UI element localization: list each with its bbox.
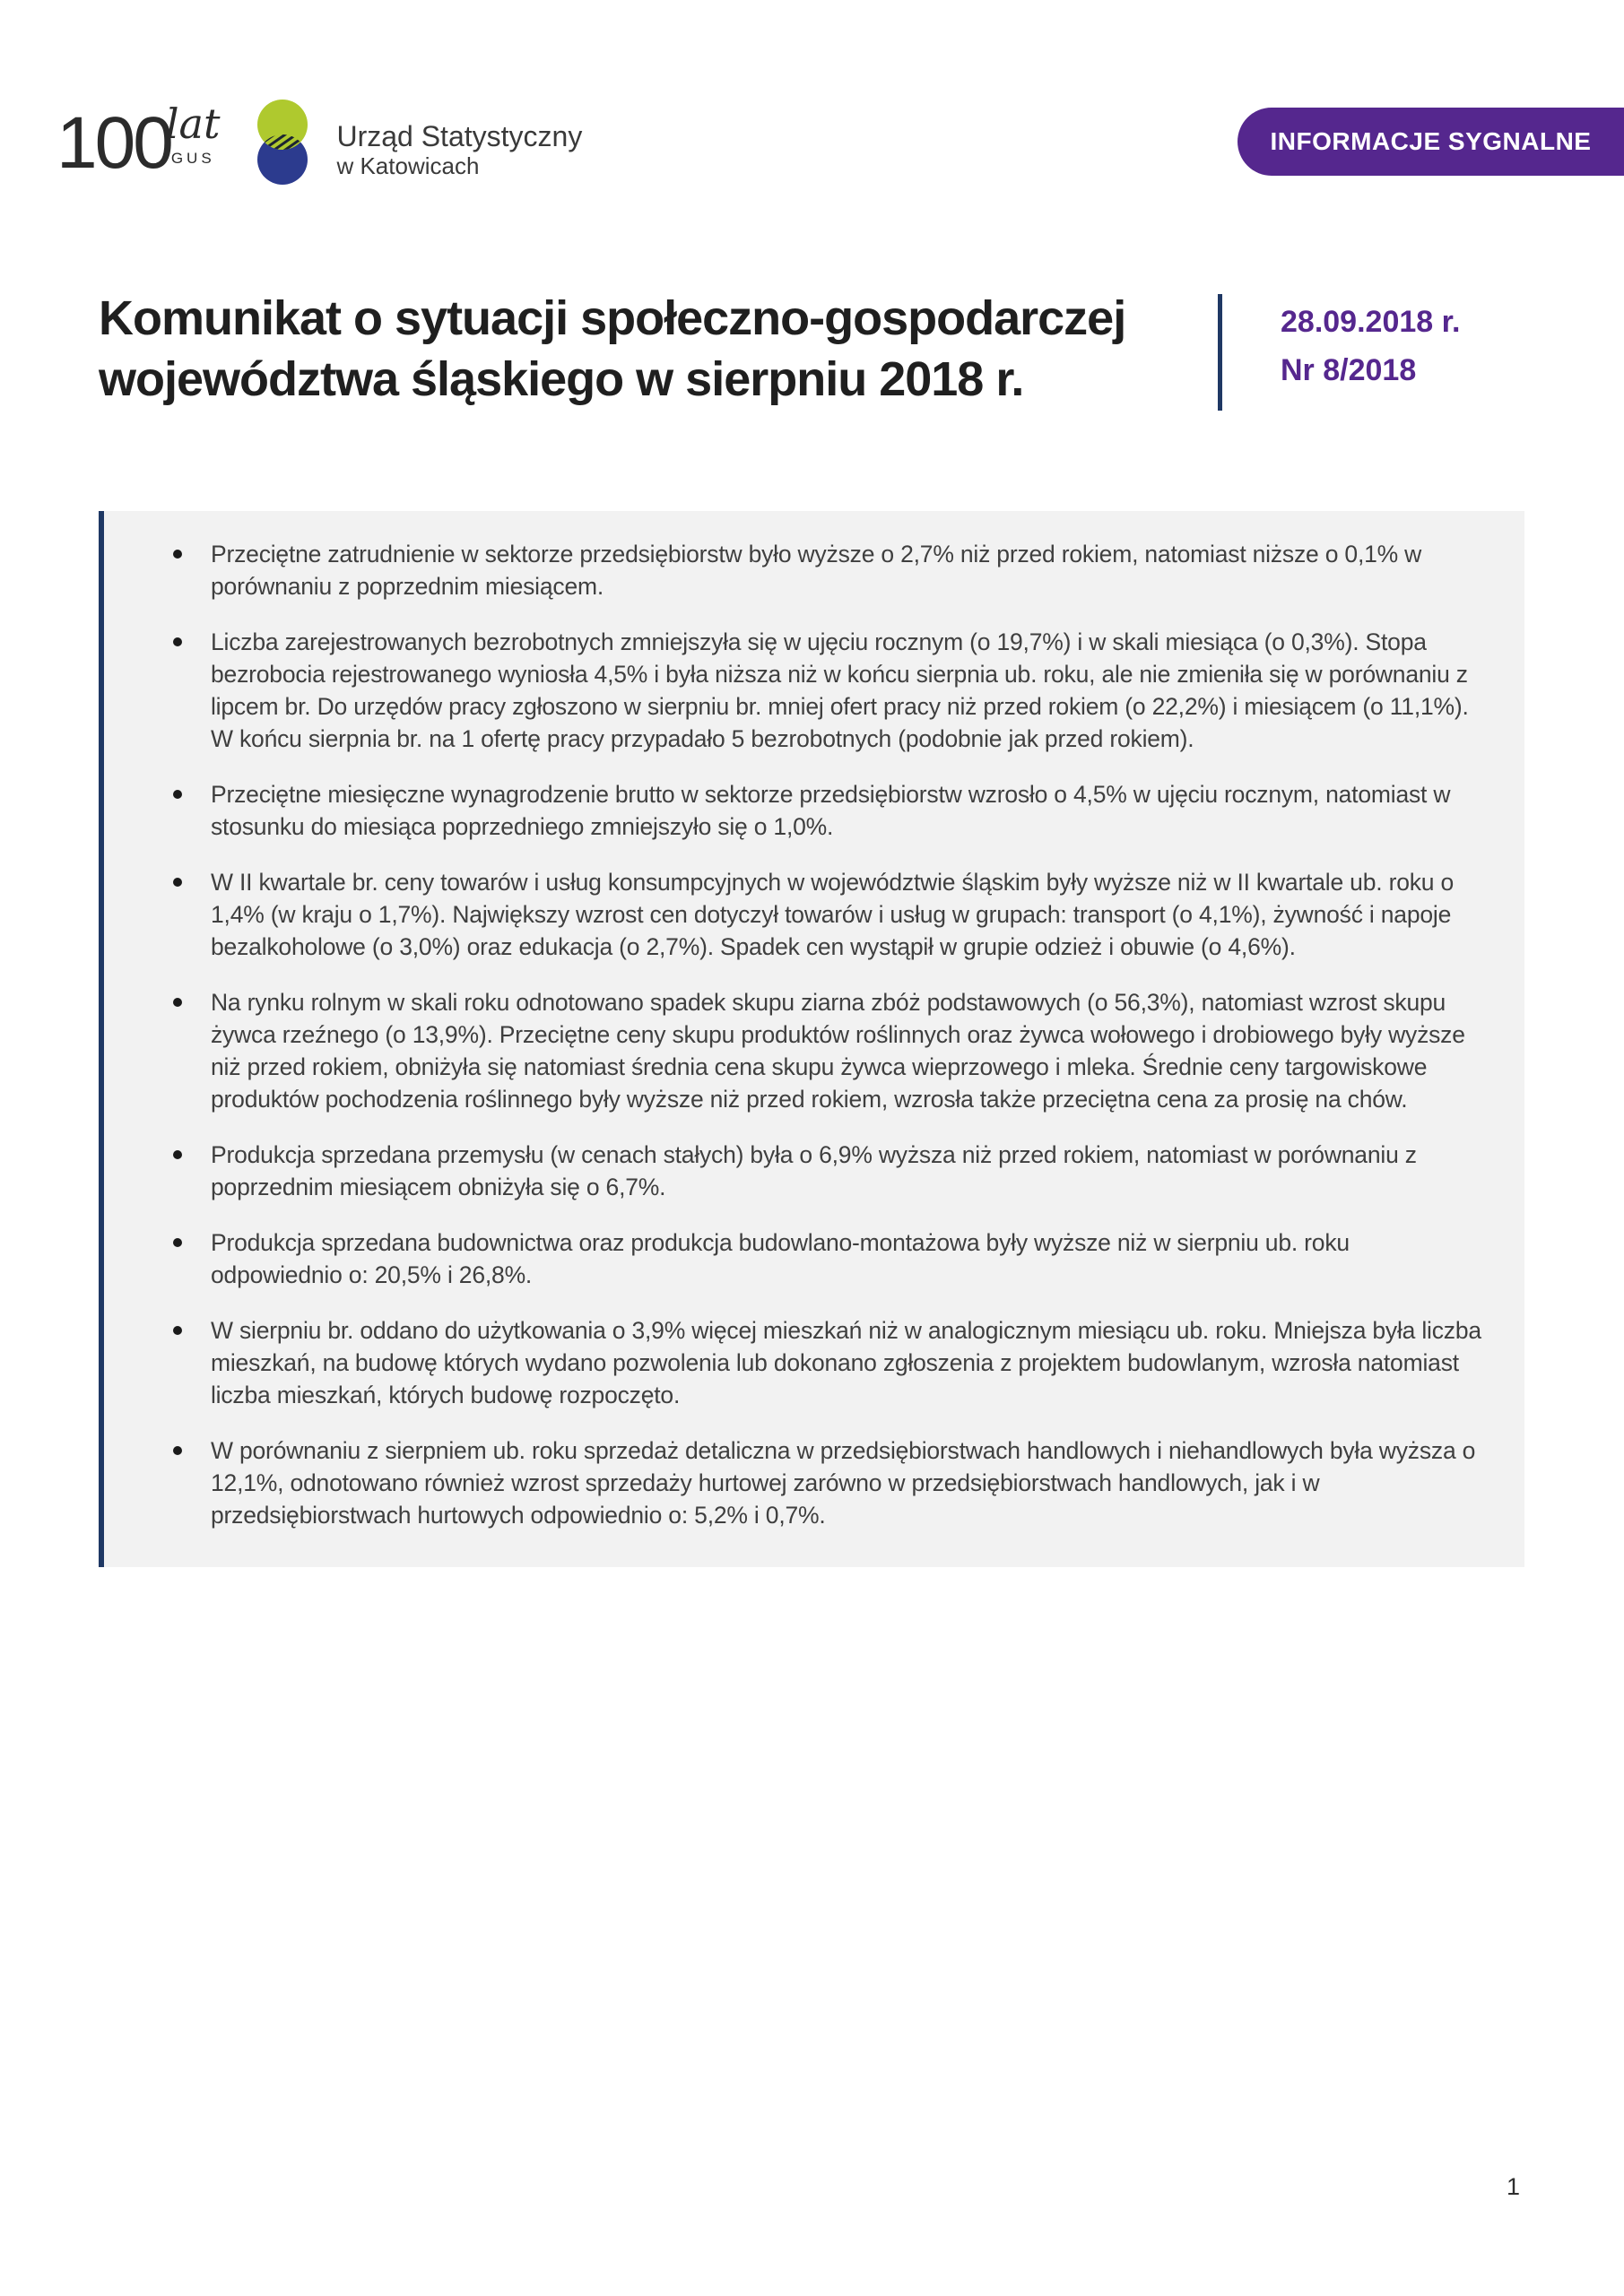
bullet-icon [173,790,182,799]
highlights-box [99,511,1524,1567]
page-title-line1: Komunikat o sytuacji społeczno-gospodarczej [99,291,1126,345]
gus-circles-icon [247,99,318,191]
office-name [336,120,582,180]
issue-number: Nr 8/2018 [1281,353,1417,388]
page-title-line2: województwa śląskiego w sierpniu 2018 r. [99,351,1024,406]
issue-date: 28.09.2018 r. [1281,305,1461,339]
header [56,95,582,191]
highlight-item [166,1314,1484,1411]
highlight-item [166,1434,1484,1531]
bullet-icon [173,878,182,887]
bullet-icon [173,1150,182,1159]
logo-lat-script: lat [165,99,221,148]
office-name-line1: Urząd Statystyczny [336,120,583,153]
highlight-text: Przeciętne zatrudnienie w sektorze przedsiębiorstw było wyższe o 2,7% niż przed rokiem, natomiast niższe o 0,1% w porównaniu z poprzednim miesiącem. [211,541,1422,600]
highlight-text: W II kwartale br. ceny towarów i usług konsumpcyjnych w województwie śląskim były wyższe niż w II kwartale ub. roku o 1,4% (w kraju o 1,7%). Największy wzrost cen dotyczył towarów i usług w grupach: transport (o 4,1%), żywność i napoje bezalkoholowe (o 3,0%) oraz edukacja (o 2,7%). Spadek cen wystąpił w grupie odzież i obuwie (o 4,6%). [211,869,1455,960]
title-divider [1218,294,1222,411]
highlight-item [166,986,1484,1115]
bullet-icon [173,550,182,559]
logo-gus-label: GUS [170,149,215,167]
highlight-item [166,538,1484,602]
page-number: 1 [1507,2173,1521,2200]
highlight-item [166,1139,1484,1203]
bullet-icon [173,1326,182,1335]
highlight-text: Liczba zarejestrowanych bezrobotnych zmniejszyła się w ujęciu rocznym (o 19,7%) i w skali miesiąca (o 0,3%). Stopa bezrobocia rejestrowanego wyniosła 4,5% i była niższa niż w końcu sierpnia ub. roku, ale nie zmieniła się w porównaniu z lipcem br. Do urzędów pracy zgłoszono w sierpniu br. mniej ofert pracy niż przed rokiem (o 22,2%) i miesiącem (o 11,1%). W końcu sierpnia br. na 1 ofertę pracy przypadało 5 bezrobotnych (podobnie jak przed rokiem). [211,628,1469,752]
informacje-sygnalne-badge [1238,108,1624,176]
office-name-line2: w Katowicach [336,152,480,179]
bullet-icon [173,1446,182,1455]
highlight-text: Produkcja sprzedana budownictwa oraz produkcja budowlano-montażowa były wyższe niż w sierpniu ub. roku odpowiednio o: 20,5% i 26,8%. [211,1229,1350,1288]
badge-label: INFORMACJE SYGNALNE [1270,127,1592,155]
gus-100lat-logo [56,99,221,184]
bullet-icon [173,1238,182,1247]
highlight-text: W porównaniu z sierpniem ub. roku sprzedaż detaliczna w przedsiębiorstwach handlowych i niehandlowych była wyższa o 12,1%, odnotowano również wzrost sprzedaży hurtowej zarówno w przedsiębiorstwach handlowych, jak i w przedsiębiorstwach hurtowych odpowiednio o: 5,2% i 0,7%. [211,1437,1476,1529]
highlight-text: Przeciętne miesięczne wynagrodzenie brutto w sektorze przedsiębiorstw wzrosło o 4,5% w ujęciu rocznym, natomiast w stosunku do miesiąca poprzedniego zmniejszyło się o 1,0%. [211,781,1451,840]
highlight-text: Na rynku rolnym w skali roku odnotowano spadek skupu ziarna zbóż podstawowych (o 56,3%), natomiast wzrost skupu żywca rzeźnego (o 13,9%). Przeciętne ceny skupu produktów roślinnych oraz żywca wołowego i drobiowego były wyższe niż przed rokiem, obniżyła się natomiast średnia cena skupu żywca wieprzowego i mleka. Średnie ceny targowiskowe produktów pochodzenia roślinnego były wyższe niż przed rokiem, wzrosła także przeciętna cena za prosię na chów. [211,989,1465,1113]
issue-info [1281,298,1460,395]
highlight-text: W sierpniu br. oddano do użytkowania o 3,9% więcej mieszkań niż w analogicznym miesiącu ub. roku. Mniejsza była liczba mieszkań, na budowę których wydano pozwolenia lub dokonano zgłoszenia z projektem budowlanym, wzrosła natomiast liczba mieszkań, których budowę rozpoczęto. [211,1317,1481,1408]
logo-100-number: 100 [56,101,171,184]
highlight-text: Produkcja sprzedana przemysłu (w cenach stałych) była o 6,9% wyższa niż przed rokiem, natomiast w porównaniu z poprzednim miesiącem obniżyła się o 6,7%. [211,1141,1417,1200]
highlight-item [166,626,1484,755]
bullet-icon [173,637,182,646]
bullet-icon [173,998,182,1007]
highlight-item [166,866,1484,963]
highlight-item [166,778,1484,843]
highlights-list [166,538,1484,1531]
page-title [99,289,1202,410]
highlight-item [166,1226,1484,1291]
